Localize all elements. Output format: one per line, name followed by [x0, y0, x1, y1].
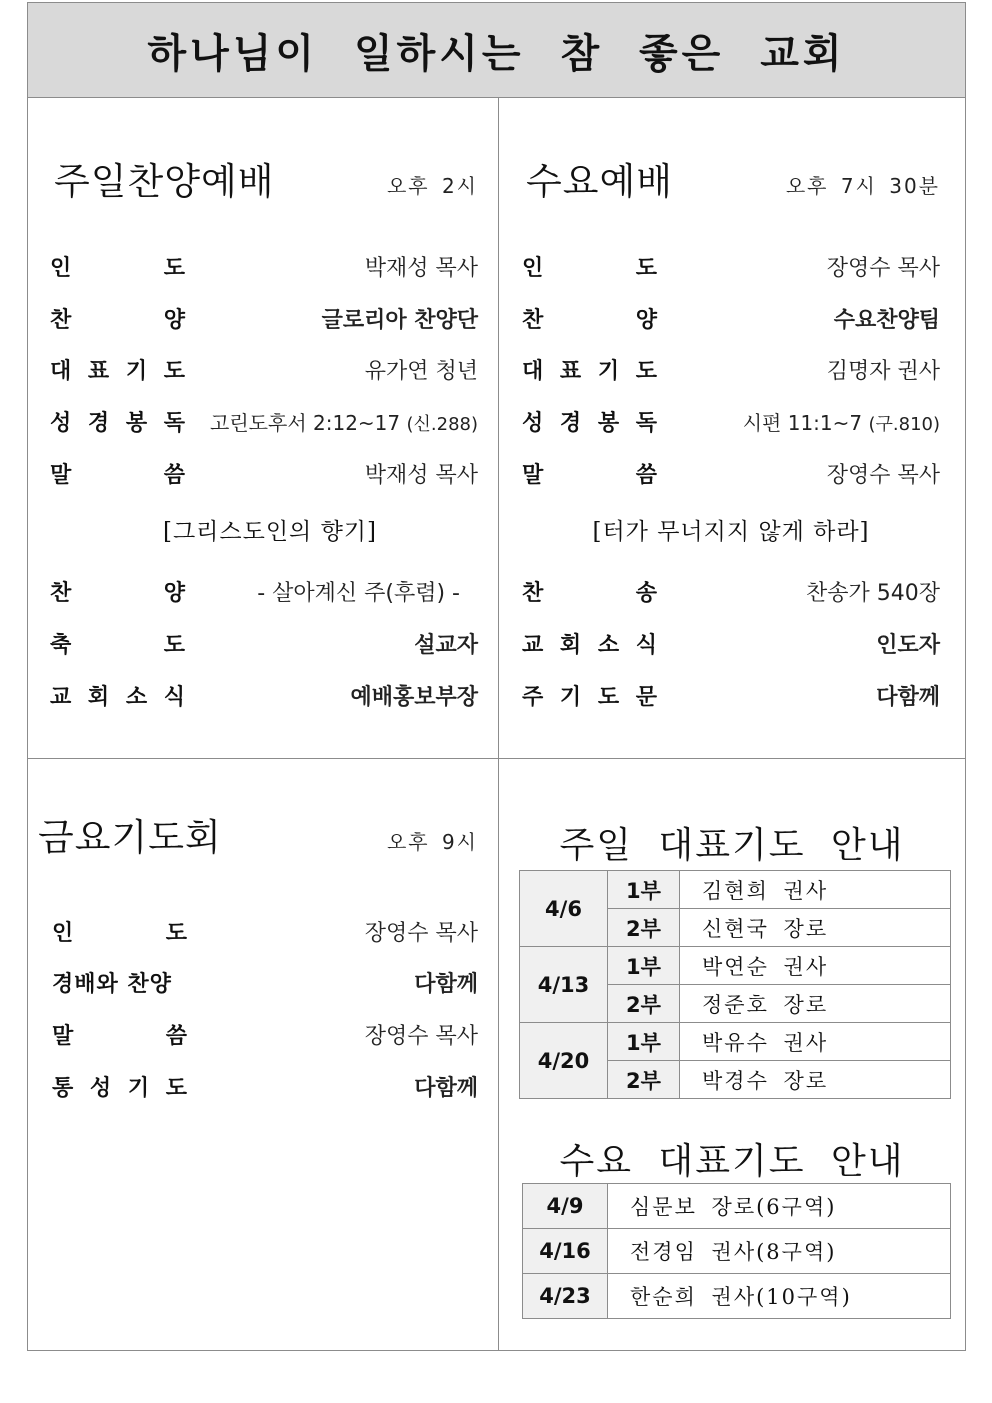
order-value: - 살아계신 주(후렴) -: [257, 580, 460, 606]
date-cell: 4/20: [520, 1023, 608, 1099]
date-cell: 4/13: [520, 947, 608, 1023]
order-label: 말 씀: [52, 1023, 187, 1049]
horizontal-divider: [28, 758, 965, 759]
section-time: 오후 7시 30분: [785, 174, 940, 198]
order-label: 교 회 소 식: [522, 632, 657, 658]
order-value: 박재성 목사: [364, 462, 478, 488]
scripture-ref: (구.810): [868, 413, 940, 435]
date-cell: 4/6: [520, 871, 608, 947]
order-value: 장영수 목사: [364, 920, 478, 946]
order-value: 예배홍보부장: [350, 684, 478, 710]
part-cell: 2부: [608, 985, 680, 1023]
table-row: [523, 1274, 951, 1319]
sunday-worship-section: [50, 145, 478, 725]
order-row: [50, 455, 478, 491]
order-value: [210, 407, 478, 436]
order-value: 장영수 목사: [826, 462, 940, 488]
order-value: 찬송가 540장: [806, 580, 940, 606]
order-value: 장영수 목사: [826, 255, 940, 281]
table-row: [523, 1184, 951, 1229]
order-label: 찬 송: [522, 580, 657, 606]
order-row: [522, 455, 940, 491]
sunday-prayer-title: 주일 대표기도 안내: [559, 825, 905, 866]
name-cell: 박유수 권사: [680, 1023, 951, 1061]
order-label: 찬 양: [50, 307, 185, 333]
order-label: 경배와 찬양: [52, 971, 172, 997]
name-cell: 심문보 장로(6구역): [608, 1184, 951, 1229]
section-title: 수요예배: [526, 160, 673, 203]
order-row: [522, 403, 940, 439]
order-value: 김명자 권사: [826, 358, 940, 384]
section-title: 주일찬양예배: [54, 160, 275, 203]
order-label: 통 성 기 도: [52, 1075, 187, 1101]
bulletin-page: [27, 2, 966, 1351]
wednesday-prayer-title: 수요 대표기도 안내: [559, 1141, 905, 1182]
date-cell: 4/9: [523, 1184, 608, 1229]
order-row: [522, 677, 940, 713]
order-label: 인 도: [52, 920, 187, 946]
order-value: 다함께: [414, 1075, 478, 1101]
name-cell: 한순희 권사(10구역): [608, 1274, 951, 1319]
name-cell: 김현희 권사: [680, 871, 951, 909]
name-cell: 박연순 권사: [680, 947, 951, 985]
section-time: 오후 9시: [386, 830, 478, 854]
wednesday-prayer-table: [522, 1183, 951, 1319]
order-row: [522, 351, 940, 387]
page-title: 하나님이 일하시는 참 좋은 교회: [147, 30, 846, 77]
order-label: 말 씀: [50, 462, 185, 488]
order-row: [522, 573, 940, 609]
order-value: 인도자: [876, 632, 940, 658]
name-cell: 정준호 장로: [680, 985, 951, 1023]
scripture: 시편 11:1~7: [742, 410, 863, 435]
order-row: [38, 964, 478, 1000]
order-label: 대 표 기 도: [522, 358, 657, 384]
order-row: [522, 248, 940, 284]
wednesday-worship-section: [522, 145, 940, 725]
section-title: 금요기도회: [38, 816, 222, 859]
order-row: [50, 351, 478, 387]
order-label: 찬 양: [50, 580, 185, 606]
order-label: 인 도: [50, 255, 185, 281]
order-row: [38, 1016, 478, 1052]
order-row: [38, 913, 478, 949]
part-cell: 2부: [608, 1061, 680, 1099]
part-cell: 1부: [608, 871, 680, 909]
part-cell: 2부: [608, 909, 680, 947]
order-row: [50, 573, 478, 609]
order-value: 수요찬양팀: [833, 307, 940, 333]
order-value: 유가연 청년: [364, 358, 478, 384]
part-cell: 1부: [608, 1023, 680, 1061]
date-cell: 4/23: [523, 1274, 608, 1319]
order-row: [50, 300, 478, 336]
order-value: 박재성 목사: [364, 255, 478, 281]
order-label: 대 표 기 도: [50, 358, 185, 384]
order-row: [50, 677, 478, 713]
title-bar: [28, 3, 965, 98]
order-row: [50, 625, 478, 661]
order-value: 설교자: [414, 632, 478, 658]
order-label: 주 기 도 문: [522, 684, 657, 710]
order-label: 성 경 봉 독: [522, 410, 657, 436]
order-row: [522, 300, 940, 336]
order-label: 성 경 봉 독: [50, 410, 185, 436]
table-row: [523, 1229, 951, 1274]
order-row: [50, 248, 478, 284]
sermon-title: [터가 무너지지 않게 하라]: [592, 519, 870, 545]
order-row: [38, 1068, 478, 1104]
table-row: [520, 871, 951, 909]
friday-prayer-section: [38, 801, 478, 1111]
date-cell: 4/16: [523, 1229, 608, 1274]
name-cell: 전경임 권사(8구역): [608, 1229, 951, 1274]
scripture-ref: (신.288): [406, 413, 478, 435]
sermon-title: [그리스도인의 향기]: [162, 519, 377, 545]
order-value: 다함께: [876, 684, 940, 710]
section-time: 오후 2시: [386, 174, 478, 198]
order-value: 글로리아 찬양단: [321, 307, 478, 333]
scripture: 고린도후서 2:12~17: [210, 410, 401, 435]
order-label: 축 도: [50, 632, 185, 658]
order-row: [50, 403, 478, 439]
part-cell: 1부: [608, 947, 680, 985]
order-row: [522, 625, 940, 661]
name-cell: 신현국 장로: [680, 909, 951, 947]
table-row: [520, 947, 951, 985]
order-value: [743, 407, 940, 436]
order-label: 찬 양: [522, 307, 657, 333]
order-label: 말 씀: [522, 462, 657, 488]
order-label: 교 회 소 식: [50, 684, 185, 710]
order-value: 다함께: [414, 971, 478, 997]
order-label: 인 도: [522, 255, 657, 281]
name-cell: 박경수 장로: [680, 1061, 951, 1099]
sunday-prayer-table: [519, 870, 951, 1099]
order-value: 장영수 목사: [364, 1023, 478, 1049]
table-row: [520, 1023, 951, 1061]
